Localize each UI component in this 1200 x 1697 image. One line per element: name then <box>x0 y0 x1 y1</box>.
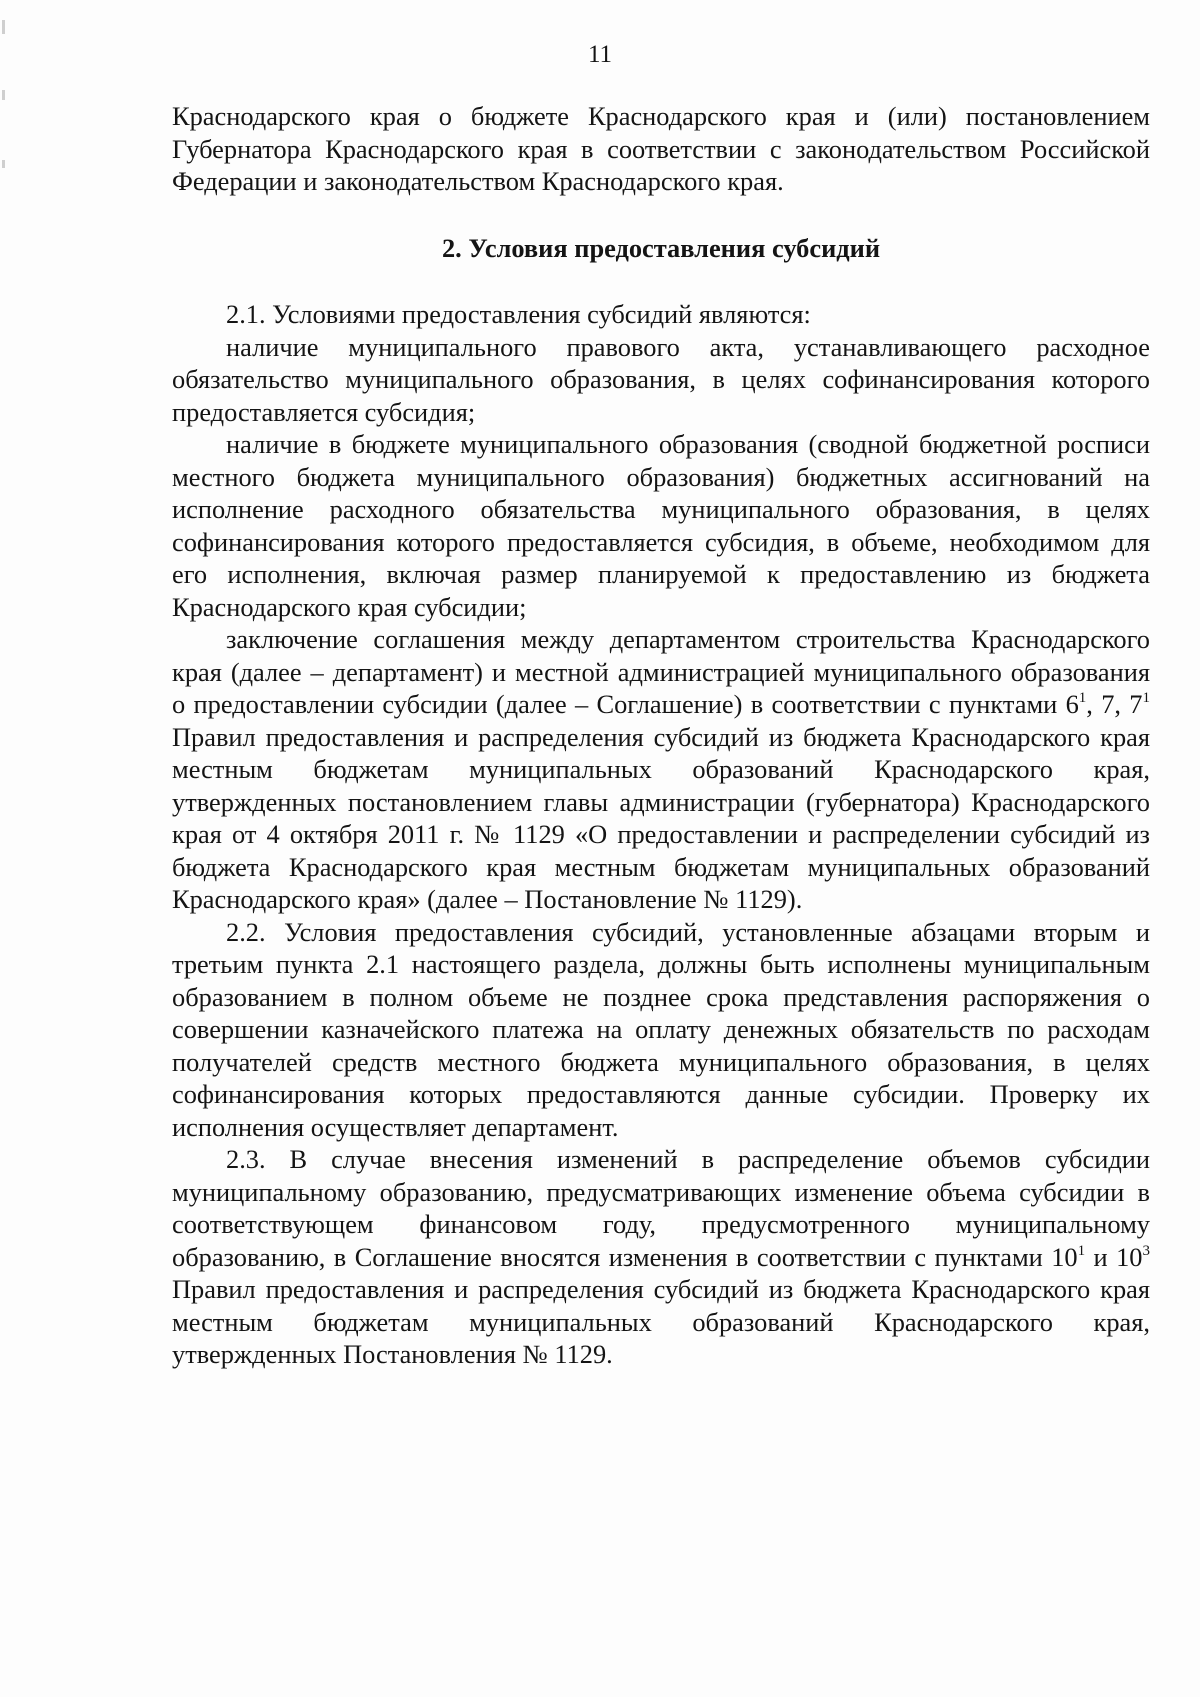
superscript: 1 <box>1077 1242 1086 1259</box>
scan-artifact <box>2 90 5 100</box>
superscript: 1 <box>1142 690 1150 706</box>
superscript: 3 <box>1142 1242 1150 1259</box>
condition-paragraph-3 <box>172 623 1150 916</box>
paragraph-2-3 <box>172 1143 1150 1371</box>
document-body <box>172 100 1150 1371</box>
paragraph-2-2: 2.2. Условия предоставления субсидий, установленные абзацами вторым и третьим пункта 2.1 настоящего раздела, должны быть исполнены муниципальным образованием в полном объеме не позднее срока представления распоряжения о совершении казначейского платежа на оплату денежных обязательств по расходам получателей средств местного бюджета муниципального образования, в целях софинансирования которых предоставляются данные субсидии. Проверку их исполнения осуществляет департамент. <box>172 916 1150 1142</box>
scan-artifact <box>2 160 5 168</box>
text-segment: 2.3. В случае внесения изменений в распределение объемов субсидии муниципальному образованию, предусматривающих изменение объема субсидии в соответствующем финансовом году, предусмотренного муниципальному образованию, в Соглашение вносятся изменения в соответствии с пунктами 10 <box>172 1144 1150 1272</box>
condition-paragraph-2: наличие в бюджете муниципального образования (сводной бюджетной росписи местного бюджета муниципального образования) бюджетных ассигнований на исполнение расходного обязательства муниципального образования, в целях софинансирования которого предоставляется субсидия, в объеме, необходимом для его исполнения, включая размер планируемой к предоставлению из бюджета Краснодарского края субсидии; <box>172 429 1150 622</box>
section-title: 2. Условия предоставления субсидий <box>441 232 881 263</box>
page-number: 11 <box>587 41 613 68</box>
superscript: 1 <box>1078 690 1087 706</box>
text-segment: заключение соглашения между департаментом строительства Краснодарского края (далее – департамент) и местной администрацией муниципального образования о предоставлении субсидии (далее – Соглашение) в соответствии с пунктами 6 <box>172 624 1150 719</box>
scan-artifact <box>2 20 5 34</box>
paragraph-2-1: 2.1. Условиями предоставления субсидий являются: <box>226 299 811 329</box>
intro-paragraph: Краснодарского края о бюджете Краснодарского края и (или) постановлением Губернатора Краснодарского края в соответствии с законодательством Российской Федерации и законодательством Краснодарского края. <box>172 101 1150 196</box>
text-segment: и 10 <box>1085 1241 1143 1272</box>
text-segment: Правил предоставления и распределения субсидий из бюджета Краснодарского края местным бюджетам муниципальных образований Краснодарского края, утвержденных постановлением главы администрации (губернатора) Краснодарского края от 4 октября 2011 г. № 1129 «О предоставлении и распределении субсидий из бюджета Краснодарского края местным бюджетам муниципальных образований Краснодарского края» (далее – Постановление № 1129). <box>172 721 1150 914</box>
text-segment: Правил предоставления и распределения субсидий из бюджета Краснодарского края местным бюджетам муниципальных образований Краснодарского края, утвержденных Постановления № 1129. <box>172 1274 1150 1369</box>
text-segment: , 7, 7 <box>1086 689 1143 719</box>
condition-paragraph-1: наличие муниципального правового акта, устанавливающего расходное обязательство муниципального образования, в целях софинансирования которого предоставляется субсидия; <box>172 331 1150 427</box>
